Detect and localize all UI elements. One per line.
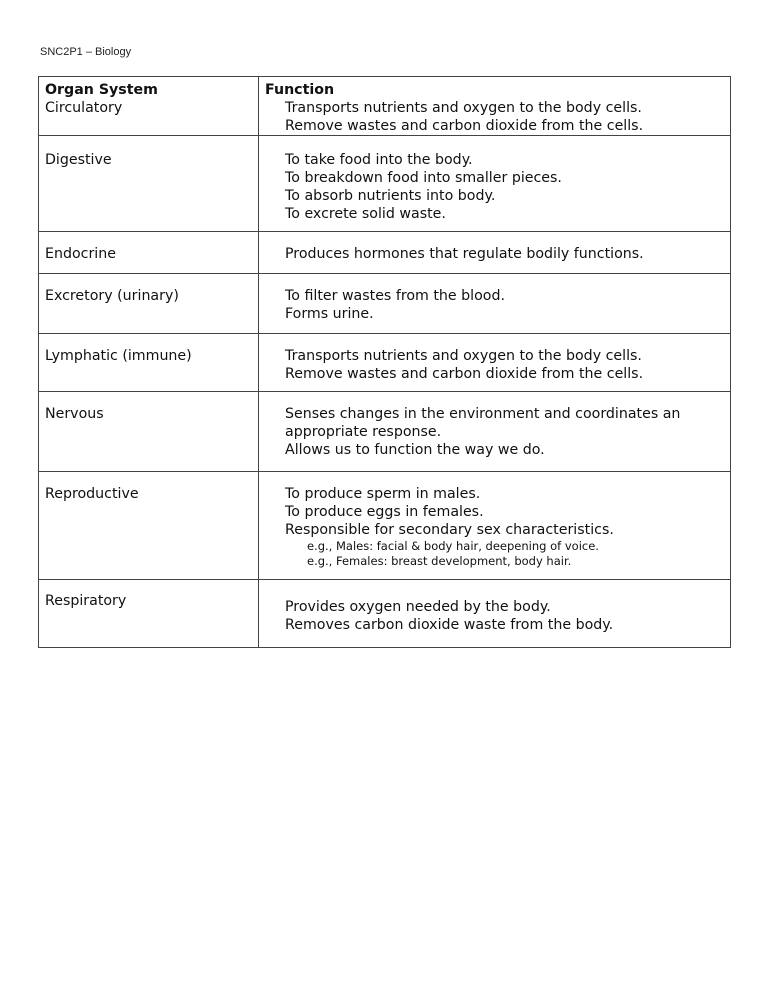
table-row-circulatory <box>39 77 731 136</box>
function-cell <box>259 136 731 232</box>
table-row-endocrine <box>39 232 731 274</box>
function-line: Remove wastes and carbon dioxide from the cells. <box>285 366 644 382</box>
function-line: Responsible for secondary sex characteristics. <box>285 522 614 538</box>
examples-block <box>265 539 724 569</box>
table-row-nervous <box>39 392 731 472</box>
function-cell <box>259 472 731 580</box>
system-name: Circulatory <box>45 100 123 116</box>
function-cell <box>259 77 731 136</box>
system-cell: Reproductive <box>39 472 259 580</box>
function-line: To filter wastes from the blood. <box>285 288 505 304</box>
function-line: Senses changes in the environment and coordinates an <box>285 406 681 422</box>
column-header-function: Function <box>265 82 335 98</box>
organ-system-table <box>38 76 731 648</box>
function-line: To excrete solid waste. <box>285 206 446 222</box>
table-row-lymphatic <box>39 334 731 392</box>
function-line: To take food into the body. <box>285 152 473 168</box>
page-header: SNC2P1 – Biology <box>40 46 132 58</box>
table-row-digestive <box>39 136 731 232</box>
function-line: To produce sperm in males. <box>285 486 481 502</box>
function-line: Removes carbon dioxide waste from the body. <box>285 617 614 633</box>
function-line: Transports nutrients and oxygen to the body cells. <box>285 348 642 364</box>
function-line: To absorb nutrients into body. <box>285 188 496 204</box>
table-row-respiratory <box>39 580 731 648</box>
function-cell <box>259 580 731 648</box>
function-cell <box>259 334 731 392</box>
table-row-excretory <box>39 274 731 334</box>
function-cell <box>259 392 731 472</box>
function-line: Produces hormones that regulate bodily functions. <box>285 246 644 262</box>
system-cell: Endocrine <box>39 232 259 274</box>
system-cell: Nervous <box>39 392 259 472</box>
function-line: Allows us to function the way we do. <box>285 442 545 458</box>
system-cell: Excretory (urinary) <box>39 274 259 334</box>
example-line: e.g., Males: facial & body hair, deepening of voice. <box>307 539 599 553</box>
column-header-organ-system: Organ System <box>45 82 158 98</box>
function-line: Transports nutrients and oxygen to the body cells. <box>285 100 642 116</box>
function-cell <box>259 274 731 334</box>
function-line: appropriate response. <box>285 424 442 440</box>
system-cell <box>39 77 259 136</box>
function-line: Remove wastes and carbon dioxide from the cells. <box>285 118 644 134</box>
example-line: e.g., Females: breast development, body hair. <box>307 554 572 568</box>
function-line: To produce eggs in females. <box>285 504 484 520</box>
function-line: Forms urine. <box>285 306 374 322</box>
table-row-reproductive <box>39 472 731 580</box>
system-cell: Digestive <box>39 136 259 232</box>
function-line: To breakdown food into smaller pieces. <box>285 170 562 186</box>
system-cell: Respiratory <box>39 580 259 648</box>
function-cell <box>259 232 731 274</box>
function-line: Provides oxygen needed by the body. <box>285 599 551 615</box>
system-cell: Lymphatic (immune) <box>39 334 259 392</box>
